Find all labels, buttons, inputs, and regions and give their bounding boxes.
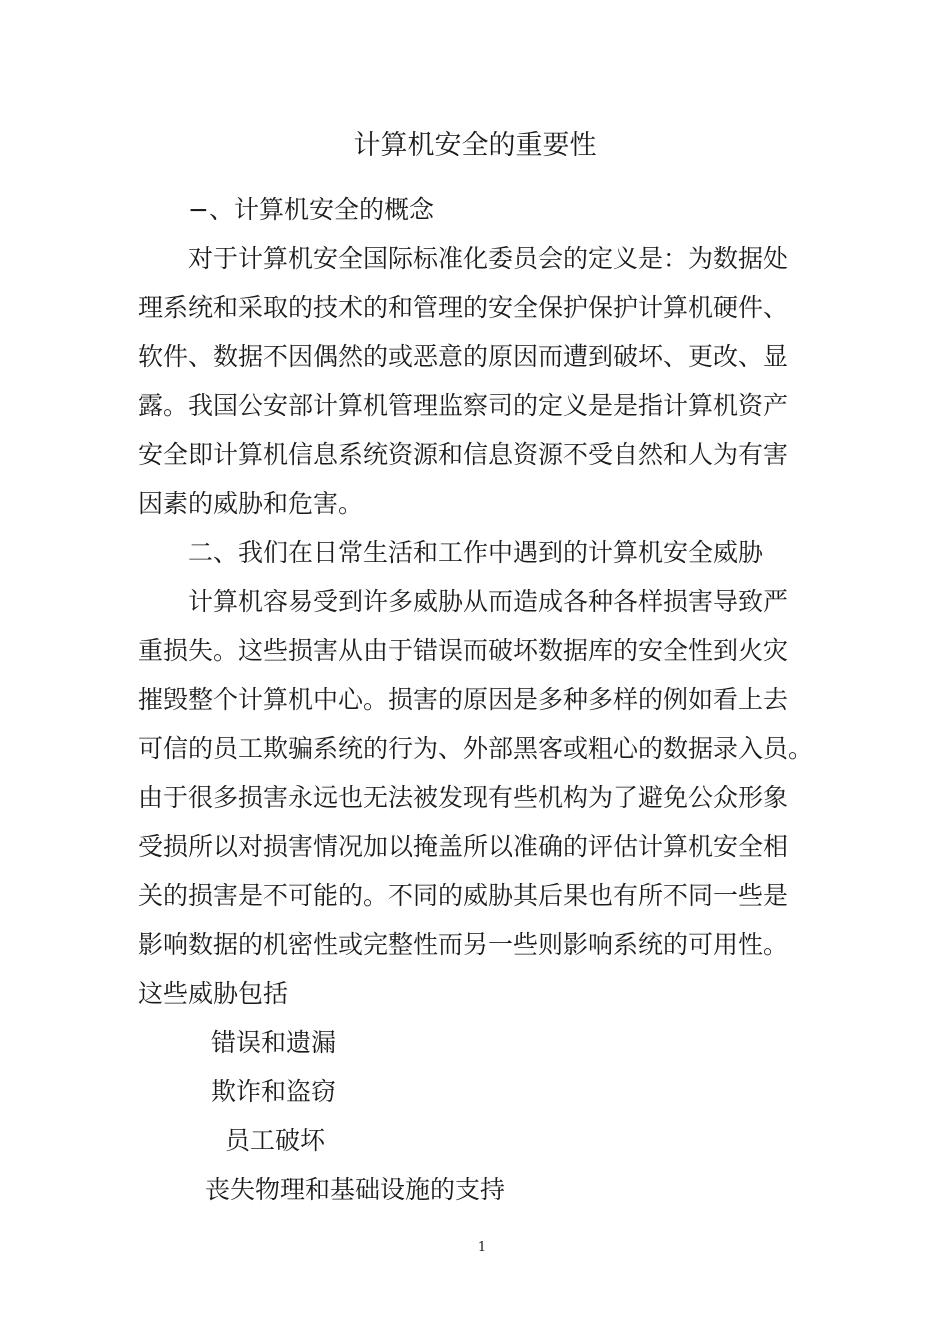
paragraph-line: 影响数据的机密性或完整性而另一些则影响系统的可用性。 — [138, 930, 789, 959]
paragraph-line: 露。我国公安部计算机管理监察司的定义是是指计算机资产 — [138, 391, 789, 420]
paragraph-line: 这些威胁包括 — [138, 979, 289, 1008]
paragraph-line: 由于很多损害永远也无法被发现有些机构为了避免公众形象 — [138, 783, 789, 812]
paragraph-line: 因素的威胁和危害。 — [138, 489, 364, 518]
paragraph-line: 摧毁整个计算机中心。损害的原因是多种多样的例如看上去 — [138, 685, 789, 714]
paragraph-line: 关的损害是不可能的。不同的威胁其后果也有所不同一些是 — [138, 881, 789, 910]
paragraph-line: 计算机容易受到许多威胁从而造成各种各样损害导致严 — [188, 587, 789, 616]
threat-list-item: 错误和遗漏 — [211, 1028, 337, 1057]
document-title: 计算机安全的重要性 — [353, 130, 597, 161]
paragraph-line: 重损失。这些损害从由于错误而破坏数据库的安全性到火灾 — [138, 636, 789, 665]
page-number: 1 — [477, 1240, 487, 1255]
threat-list-item: 欺诈和盗窃 — [211, 1077, 337, 1106]
section-heading-threats: 二、我们在日常生活和工作中遇到的计算机安全威胁 — [188, 538, 764, 567]
threat-list-item: 员工破坏 — [225, 1126, 326, 1155]
section-heading-concept: −、计算机安全的概念 — [188, 195, 434, 224]
paragraph-line: 对于计算机安全国际标准化委员会的定义是：为数据处 — [188, 244, 789, 273]
paragraph-line: 安全即计算机信息系统资源和信息资源不受自然和人为有害 — [138, 440, 789, 469]
paragraph-line: 可信的员工欺骗系统的行为、外部黑客或粗心的数据录入员。 — [138, 734, 814, 763]
paragraph-line: 理系统和采取的技术的和管理的安全保护保护计算机硬件、 — [138, 293, 789, 322]
threat-list-item: 丧失物理和基础设施的支持 — [205, 1175, 506, 1204]
paragraph-line: 受损所以对损害情况加以掩盖所以准确的评估计算机安全相 — [138, 832, 789, 861]
paragraph-line: 软件、数据不因偶然的或恶意的原因而遭到破坏、更改、显 — [138, 342, 789, 371]
